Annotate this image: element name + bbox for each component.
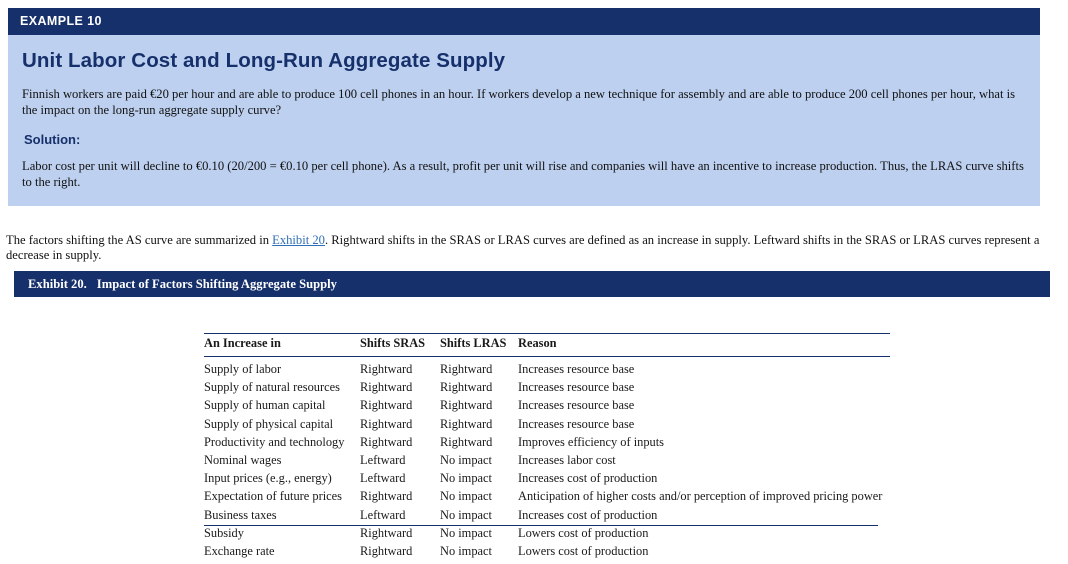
exhibit-20-link[interactable]: Exhibit 20	[272, 232, 325, 247]
cell-factor: Productivity and technology	[204, 434, 345, 449]
table-row	[204, 397, 890, 415]
body-paragraph	[6, 233, 1056, 264]
cell-lras: Rightward	[440, 398, 493, 413]
example-title: Unit Labor Cost and Long-Run Aggregate Supply	[22, 49, 506, 72]
body-text-after-link: . Rightward shifts in the SRAS or LRAS curves are defined as an increase in supply. Leftward shifts in the SRAS or LRAS curves represent a decrease in supply.	[6, 232, 1040, 263]
exhibit-header-bar	[14, 271, 1050, 297]
cell-reason: Increases resource base	[518, 380, 635, 395]
cell-lras: No impact	[440, 471, 492, 486]
table-row	[204, 524, 890, 542]
table-row	[204, 451, 890, 469]
cell-lras: Rightward	[440, 380, 493, 395]
cell-sras: Rightward	[360, 362, 413, 376]
cell-sras: Rightward	[360, 380, 413, 395]
table-row	[204, 506, 890, 524]
exhibit-20	[14, 271, 1050, 558]
cell-reason: Lowers cost of production	[518, 543, 649, 558]
cell-factor: Supply of labor	[204, 362, 282, 376]
aggregate-supply-table	[204, 333, 890, 564]
example-callout	[8, 8, 1040, 206]
cell-lras: No impact	[440, 525, 492, 540]
column-header-increase-in: An Increase in	[204, 334, 360, 357]
cell-reason: Lowers cost of production	[518, 525, 649, 540]
cell-lras: No impact	[440, 507, 492, 522]
table-row	[204, 357, 890, 379]
cell-factor: Expectation of future prices	[204, 489, 342, 504]
cell-sras: Rightward	[360, 398, 413, 413]
cell-factor: Nominal wages	[204, 452, 282, 467]
cell-factor: Exchange rate	[204, 543, 275, 558]
table-row	[204, 542, 890, 564]
cell-lras: Rightward	[440, 434, 493, 449]
cell-sras: Rightward	[360, 543, 413, 558]
table-row	[204, 433, 890, 451]
cell-lras: No impact	[440, 489, 492, 504]
table-row	[204, 415, 890, 433]
cell-sras: Leftward	[360, 507, 406, 522]
example-header-label: EXAMPLE 10	[20, 14, 102, 28]
exhibit-label: Exhibit 20.	[28, 277, 87, 291]
exhibit-title: Impact of Factors Shifting Aggregate Supply	[96, 277, 337, 291]
exhibit-body	[14, 297, 1050, 558]
cell-reason: Increases cost of production	[518, 507, 658, 522]
cell-sras: Leftward	[360, 471, 406, 486]
cell-sras: Leftward	[360, 452, 406, 467]
cell-sras: Rightward	[360, 489, 413, 504]
cell-reason: Increases cost of production	[518, 471, 658, 486]
cell-lras: Rightward	[440, 362, 493, 376]
table-bottom-rule	[204, 525, 878, 526]
table-row	[204, 379, 890, 397]
example-header-bar	[8, 8, 1040, 35]
cell-sras: Rightward	[360, 416, 413, 431]
cell-reason: Increases labor cost	[518, 452, 616, 467]
cell-sras: Rightward	[360, 434, 413, 449]
column-header-reason: Reason	[518, 334, 890, 357]
cell-lras: Rightward	[440, 416, 493, 431]
solution-label: Solution:	[24, 132, 81, 147]
cell-lras: No impact	[440, 543, 492, 558]
cell-factor: Supply of physical capital	[204, 416, 334, 431]
cell-factor: Supply of human capital	[204, 398, 326, 413]
cell-factor: Input prices (e.g., energy)	[204, 471, 332, 486]
example-body	[8, 35, 1040, 206]
table-body	[204, 357, 890, 564]
table-row	[204, 488, 890, 506]
cell-reason: Anticipation of higher costs and/or perception of improved pricing power	[518, 489, 883, 504]
table-header-row	[204, 334, 890, 357]
cell-reason: Increases resource base	[518, 362, 635, 376]
cell-factor: Subsidy	[204, 525, 244, 540]
cell-sras: Rightward	[360, 525, 413, 540]
cell-reason: Increases resource base	[518, 416, 635, 431]
column-header-shifts-sras: Shifts SRAS	[360, 334, 440, 357]
cell-lras: No impact	[440, 452, 492, 467]
solution-text: Labor cost per unit will decline to €0.10 (20/200 = €0.10 per cell phone). As a result, profit per unit will rise and companies will have an incentive to increase production. Thus, the LRAS curve shifts to the right.	[22, 159, 1024, 189]
cell-factor: Supply of natural resources	[204, 380, 340, 395]
example-question: Finnish workers are paid €20 per hour and are able to produce 100 cell phones in an hour. If workers develop a new technique for assembly and are able to produce 200 cell phones per hour, what is the impact on the long-run aggregate supply curve?	[22, 87, 1016, 117]
column-header-shifts-lras: Shifts LRAS	[440, 334, 518, 357]
table-header	[204, 334, 890, 357]
cell-factor: Business taxes	[204, 507, 277, 522]
cell-reason: Increases resource base	[518, 398, 635, 413]
cell-reason: Improves efficiency of inputs	[518, 434, 665, 449]
table-row	[204, 470, 890, 488]
body-text-before-link: The factors shifting the AS curve are summarized in	[6, 232, 273, 247]
